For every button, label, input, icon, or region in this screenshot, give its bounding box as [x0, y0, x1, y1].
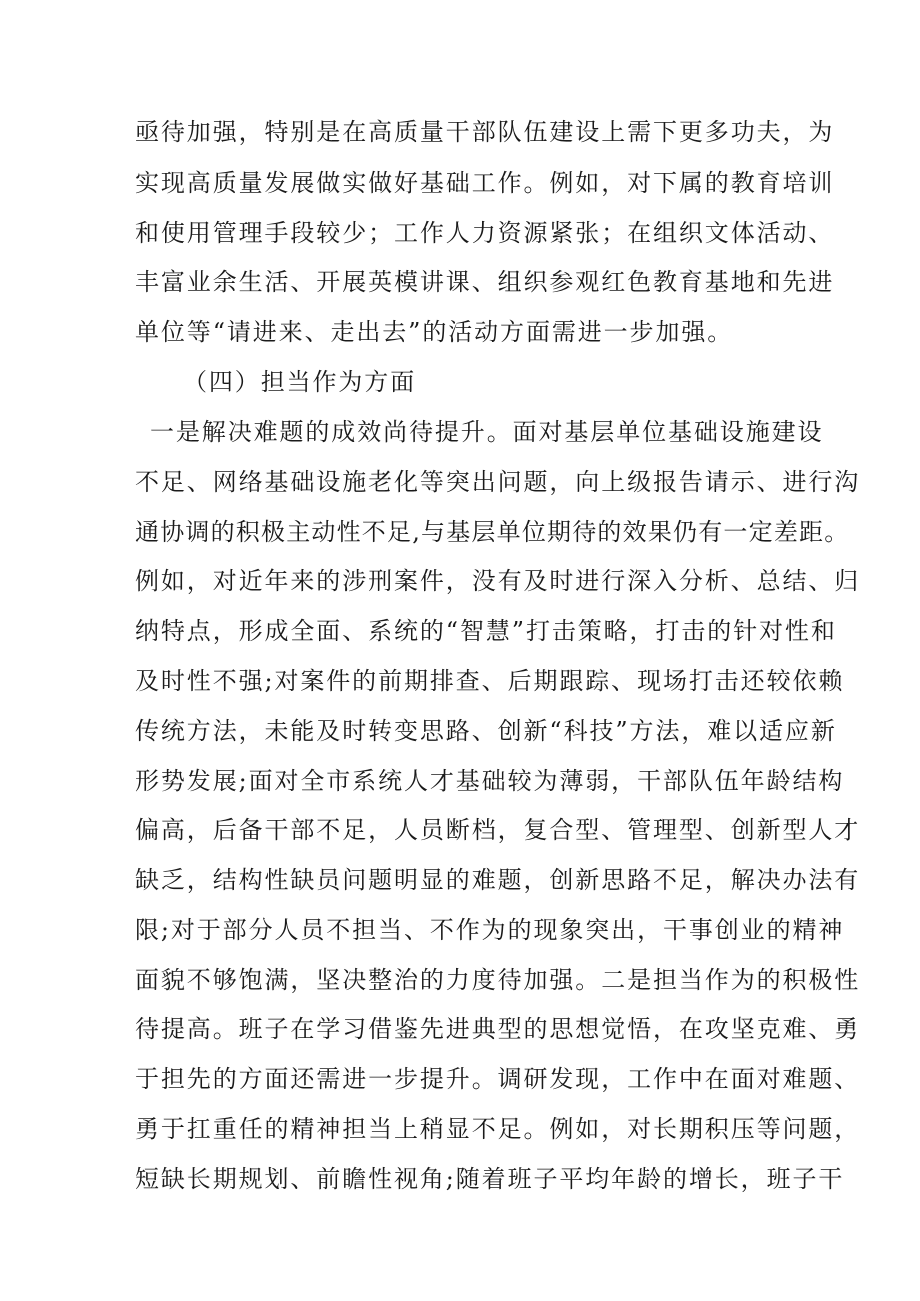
text-line: 缺乏，结构性缺员问题明显的难题，创新思路不足，解决办法有 [135, 866, 861, 894]
text-line: 亟待加强，特别是在高质量干部队伍建设上需下更多功夫，为 [135, 118, 835, 146]
text-line: 丰富业余生活、开展英模讲课、组织参观红色教育基地和先进 [135, 268, 835, 296]
text-line: 形势发展;面对全市系统人才基础较为薄弱，干部队伍年龄结构 [135, 767, 845, 795]
text-line: 实现高质量发展做实做好基础工作。例如，对下属的教育培训 [135, 169, 835, 197]
text-line: 短缺长期规划、前瞻性视角;随着班子平均年龄的增长，班子干 [135, 1165, 845, 1193]
text-line: 例如，对近年来的涉刑案件，没有及时进行深入分析、总结、归 [135, 567, 861, 595]
text-line: 待提高。班子在学习借鉴先进典型的思想觉悟，在攻坚克难、勇 [135, 1015, 861, 1043]
text-line: 传统方法，未能及时转变思路、创新“科技”方法，难以适应新 [135, 717, 837, 745]
text-line: 于担先的方面还需进一步提升。调研发现，工作中在面对难题、 [135, 1065, 861, 1093]
text-line: 不足、网络基础设施老化等突出问题，向上级报告请示、进行沟 [135, 468, 861, 496]
section-heading: （四）担当作为方面 [183, 368, 417, 396]
text-line: 限;对于部分人员不担当、不作为的现象突出，干事创业的精神 [135, 916, 845, 944]
text-line: 偏高，后备干部不足，人员断档，复合型、管理型、创新型人才 [135, 816, 861, 844]
text-line: 一是解决难题的成效尚待提升。面对基层单位基础设施建设 [150, 418, 824, 446]
text-line: 及时性不强;对案件的前期排查、后期跟踪、现场打击还较依赖 [135, 667, 845, 695]
text-line: 和使用管理手段较少；工作人力资源紧张；在组织文体活动、 [135, 219, 835, 247]
text-line: 通协调的积极主动性不足,与基层单位期待的效果仍有一定差距。 [135, 518, 850, 546]
text-line: 勇于扛重任的精神担当上稍显不足。例如，对长期积压等问题， [135, 1115, 861, 1143]
text-line: 单位等“请进来、走出去”的活动方面需进一步加强。 [135, 318, 734, 346]
text-line: 纳特点，形成全面、系统的“智慧”打击策略，打击的针对性和 [135, 617, 837, 645]
text-line: 面貌不够饱满，坚决整治的力度待加强。二是担当作为的积极性 [135, 966, 861, 994]
